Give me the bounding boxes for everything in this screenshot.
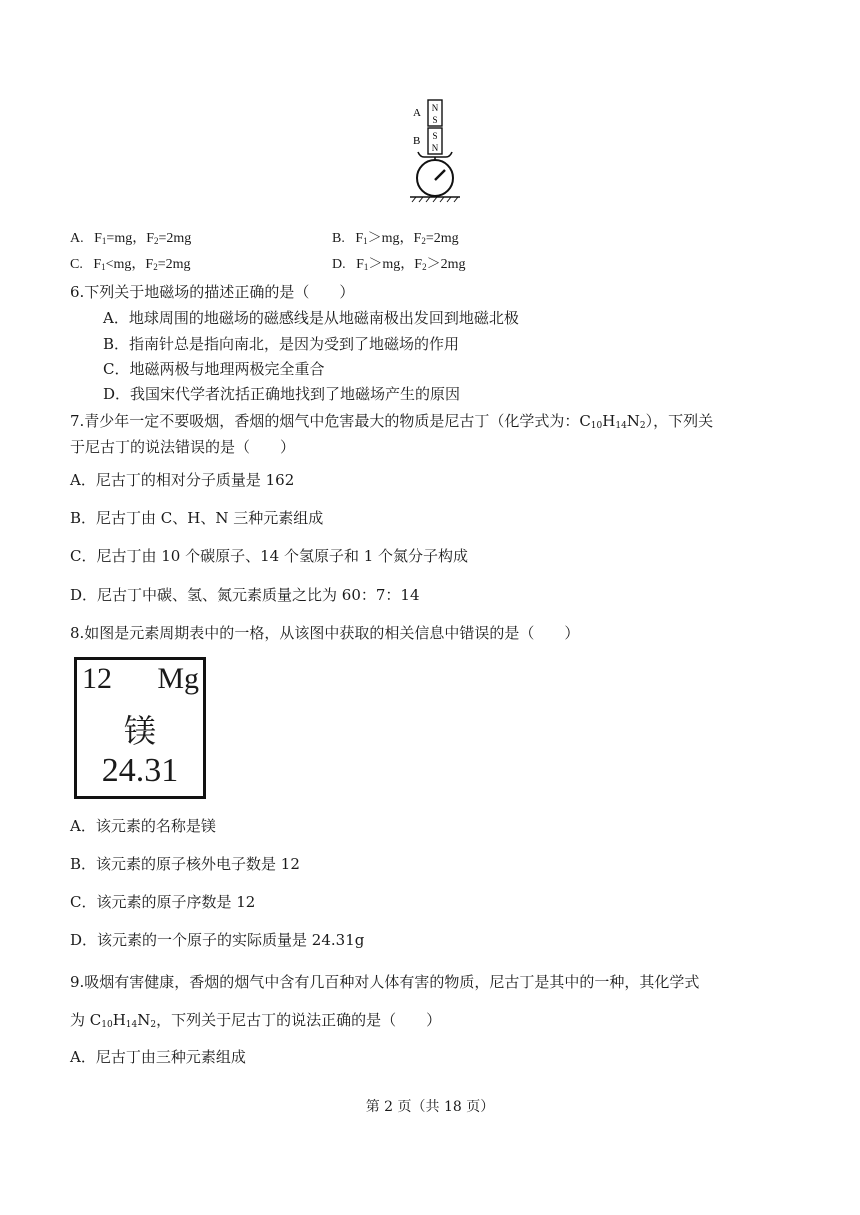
q7-option-d: D．尼古丁中碳、氢、氮元素质量之比为 60：7：14	[70, 586, 420, 604]
q9-option-a: A．尼古丁由三种元素组成	[70, 1048, 246, 1066]
label-a: A	[413, 107, 421, 119]
q7-stem-line2: 于尼古丁的说法错误的是（ ）	[70, 438, 296, 456]
q5-option-d: D. $F_1>mg$，$F_2>2mg$	[332, 257, 466, 272]
q7-option-b: B．尼古丁由 C、H、N 三种元素组成	[70, 509, 324, 527]
q7-option-a: A．尼古丁的相对分子质量是 162	[70, 471, 295, 489]
atomic-number: 12	[82, 662, 112, 695]
element-symbol: Mg	[157, 662, 199, 695]
magnet-scale-figure	[400, 96, 470, 212]
element-name: 镁	[123, 712, 156, 750]
atomic-mass: 24.31	[101, 752, 179, 789]
q6-option-b: B．指南针总是指向南北，是因为受到了地磁场的作用	[103, 335, 460, 353]
q8-stem: 8.如图是元素周期表中的一格，从该图中获取的相关信息中错误的是（ ）	[70, 624, 580, 642]
q8-option-c: C．该元素的原子序数是 12	[70, 893, 256, 911]
q7-stem-line1: 7.青少年一定不要吸烟，香烟的烟气中危害最大的物质是尼古丁（化学式为：$C_{10}H_{14}N_2$），下列关	[70, 412, 714, 431]
q6-stem: 6.下列关于地磁场的描述正确的是（ ）	[70, 283, 355, 301]
q6-option-c: C．地磁两极与地理两极完全重合	[103, 360, 325, 378]
q5-option-c: C. $F_1<mg$，$F_2=2mg$	[70, 257, 191, 272]
q5-option-a: A. $F_1=mg$，$F_2=2mg$	[70, 231, 192, 246]
q7-option-c: C．尼古丁由 10 个碳原子、14 个氢原子和 1 个氮分子构成	[70, 547, 469, 565]
q8-option-b: B．该元素的原子核外电子数是 12	[70, 855, 300, 873]
q9-stem-line1: 9.吸烟有害健康，香烟的烟气中含有几百种对人体有害的物质，尼古丁是其中的一种，其化学式	[70, 973, 700, 991]
q6-option-a: A．地球周围的地磁场的磁感线是从地磁南极出发回到地磁北极	[103, 309, 519, 327]
q5-option-b: B. $F_1>mg$，$F_2=2mg$	[332, 231, 459, 246]
magnet-a-bottom-pole: S	[432, 115, 438, 125]
label-b: B	[413, 135, 421, 147]
magnet-a-top-pole: N	[431, 103, 439, 113]
q8-option-d: D．该元素的一个原子的实际质量是 24.31g	[70, 931, 365, 949]
q6-option-d: D．我国宋代学者沈括正确地找到了地磁场产生的原因	[103, 385, 461, 403]
q9-stem-line2: 为 $C_{10}H_{14}N_2$，下列关于尼古丁的说法正确的是（ ）	[70, 1011, 442, 1030]
page-footer: 第 2 页（共 18 页）	[365, 1099, 495, 1115]
magnet-b-bottom-pole: N	[431, 143, 439, 153]
magnet-b-top-pole: S	[432, 131, 438, 141]
periodic-table-cell	[74, 657, 206, 799]
q8-option-a: A．该元素的名称是镁	[70, 817, 216, 835]
